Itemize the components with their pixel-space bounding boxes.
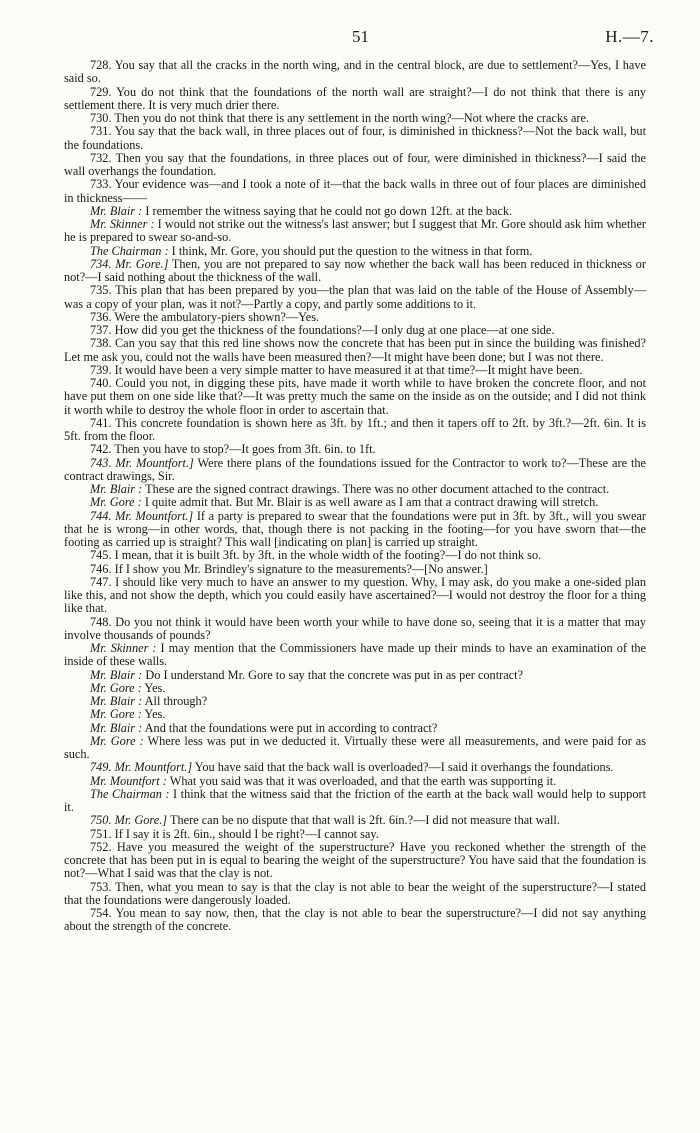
speaker-label: Mr. Blair : — [90, 203, 143, 218]
paragraph-text: Yes. — [141, 680, 166, 695]
paragraph-text: I quite admit that. But Mr. Blair is as well aware as I am that a contract drawing will stretch. — [141, 495, 599, 510]
paragraph-text: 736. Were the ambulatory-piers shown?—Yes. — [90, 309, 320, 324]
speaker-label: 750. Mr. Gore.] — [90, 813, 168, 828]
transcript-paragraph — [64, 841, 646, 881]
transcript-paragraph — [64, 112, 646, 125]
transcript-paragraph — [64, 258, 646, 285]
transcript-paragraph — [64, 152, 646, 179]
transcript-paragraph — [64, 722, 646, 735]
paragraph-text: 739. It would have been a very simple matter to have measured it at that time?—It might have been. — [90, 362, 583, 377]
paragraph-text: Were there plans of the foundations issued for the Contractor to work to?—These are the contract drawings, Sir. — [64, 455, 646, 483]
transcript-paragraph — [64, 642, 646, 669]
transcript-paragraph — [64, 311, 646, 324]
transcript-paragraph — [64, 86, 646, 113]
paragraph-text: 738. Can you say that this red line shows now the concrete that has been put in since the building was finished? Let me ask you, could not the walls have been measured then?—It might have been done; but I was not there. — [64, 336, 646, 364]
paragraph-text: 746. If I show you Mr. Brindley's signature to the measurements?—[No answer.] — [90, 561, 488, 576]
speaker-label: 749. Mr. Mountfort.] — [90, 760, 193, 775]
speaker-label: Mr. Gore : — [90, 707, 142, 722]
transcript-paragraph — [64, 417, 646, 444]
paragraph-text: Then, you are not prepared to say now whether the back wall has been reduced in thickness or not?—I said nothing about the thickness of the wall. — [64, 256, 646, 284]
transcript-paragraph — [64, 178, 646, 205]
paragraph-text: I think that the witness said that the friction of the earth at the back wall would help to support it. — [64, 786, 646, 814]
transcript-paragraph — [64, 881, 646, 908]
speaker-label: 744. Mr. Mountfort.] — [90, 508, 194, 523]
transcript-paragraph — [64, 682, 646, 695]
transcript-paragraph — [64, 669, 646, 682]
paragraph-text: All through? — [142, 694, 208, 708]
transcript-paragraph — [64, 708, 646, 721]
speaker-label: 743. Mr. Mountfort.] — [90, 455, 194, 470]
transcript-paragraph — [64, 443, 646, 456]
paragraph-text: I may mention that the Commissioners have made up their minds to have an examination of the inside of these walls. — [64, 641, 647, 669]
transcript-paragraph — [64, 695, 646, 708]
transcript-paragraph — [64, 814, 646, 827]
transcript-paragraph — [64, 907, 646, 934]
paragraph-text: You have said that the back wall is overloaded?—I said it overhangs the foundations. — [192, 760, 614, 775]
transcript-paragraph — [64, 761, 646, 774]
paragraph-text: 745. I mean, that it is built 3ft. by 3ft. in the whole width of the footing?—I do not think so. — [90, 548, 542, 563]
transcript-paragraph — [64, 324, 646, 337]
paragraph-text: If a party is prepared to swear that the foundations were put in 3ft. by 3ft., will you swear that he is wrong—in other words, that, though there is not packing in the footing—for you have sworn that—the footing as carried up is straight? This wall [indicating on plan] is carried up straight. — [64, 508, 647, 549]
speaker-label: Mr. Blair : — [90, 694, 143, 708]
paragraph-text: Yes. — [141, 707, 166, 722]
transcript-paragraph — [64, 218, 646, 245]
transcript-paragraph — [64, 616, 646, 643]
transcript-paragraph — [64, 483, 646, 496]
paragraph-text: Where less was put in we deducted it. Virtually these were all measurements, and were paid for as such. — [64, 733, 646, 761]
transcript-paragraph — [64, 735, 646, 762]
transcript-paragraph — [64, 457, 646, 484]
page-header — [0, 27, 700, 49]
speaker-label: Mr. Skinner : — [90, 217, 155, 231]
paragraph-text: What you said was that it was overloaded, and that the earth was supporting it. — [166, 773, 557, 788]
speaker-label: Mr. Gore : — [90, 680, 142, 695]
evidence-transcript — [64, 59, 646, 934]
paragraph-text: 752. Have you measured the weight of the superstructure? Have you reckoned whether the strength of the concrete that has been put in is equal to bearing the weight of the superstructure? You have said that the foundation is not?—What I said was that the clay is not. — [64, 839, 646, 881]
speaker-label: Mr. Blair : — [90, 667, 143, 682]
transcript-paragraph — [64, 245, 646, 258]
speaker-label: The Chairman : — [90, 786, 170, 801]
transcript-paragraph — [64, 377, 646, 417]
paragraph-text: 729. You do not think that the foundations of the north wall are straight?—I do not think that there is any settlement there. It is very much drier there. — [64, 84, 646, 112]
transcript-paragraph — [64, 59, 646, 86]
speaker-label: Mr. Gore : — [90, 733, 144, 748]
transcript-paragraph — [64, 125, 646, 152]
speaker-label: Mr. Blair : — [90, 482, 143, 496]
speaker-label: Mr. Blair : — [90, 720, 143, 735]
paragraph-text: 737. How did you get the thickness of the foundations?—I only dug at one place—at one side. — [90, 323, 555, 337]
document-reference: H.—7. — [605, 27, 654, 46]
paragraph-text: There can be no dispute that that wall is 2ft. 6in.?—I did not measure that wall. — [167, 813, 560, 828]
paragraph-text: 731. You say that the back wall, in three places out of four, is diminished in thickness?—Not the back wall, but the foundations. — [64, 124, 646, 152]
speaker-label: 734. Mr. Gore.] — [90, 256, 169, 271]
page-number: 51 — [352, 27, 369, 46]
speaker-label: The Chairman : — [90, 243, 169, 258]
paragraph-text: 740. Could you not, in digging these pits, have made it worth while to have broken the concrete floor, and not have put them on one side like that?—It was pretty much the same on the inside as on the outside; and I did not think it worth while to destroy the whole floor in order to ascertain that. — [64, 376, 646, 417]
transcript-paragraph — [64, 775, 646, 788]
paragraph-text: I remember the witness saying that he could not go down 12ft. at the back. — [142, 203, 513, 218]
speaker-label: Mr. Skinner : — [90, 641, 157, 655]
paragraph-text: Do I understand Mr. Gore to say that the concrete was put in as per contract? — [142, 667, 524, 682]
paragraph-text: 730. Then you do not think that there is any settlement in the north wing?—Not where the cracks are. — [90, 111, 590, 125]
transcript-paragraph — [64, 788, 646, 815]
paragraph-text: I would not strike out the witness's last answer; but I suggest that Mr. Gore should ask him whether he is prepared to swear so-and-so. — [64, 217, 646, 245]
paragraph-text: 735. This plan that has been prepared by you—the plan that was laid on the table of the House of Assembly—was a copy of your plan, was it not?—Partly a copy, and partly some additions to it. — [64, 283, 646, 311]
paragraph-text: 751. If I say it is 2ft. 6in., should I be right?—I cannot say. — [90, 826, 379, 841]
speaker-label: Mr. Mountfort : — [90, 773, 167, 788]
transcript-paragraph — [64, 496, 646, 509]
paragraph-text: These are the signed contract drawings. There was no other document attached to the contract. — [142, 482, 610, 496]
transcript-paragraph — [64, 828, 646, 841]
transcript-paragraph — [64, 576, 646, 616]
transcript-paragraph — [64, 563, 646, 576]
paragraph-text: And that the foundations were put in according to contract? — [142, 720, 438, 735]
transcript-paragraph — [64, 337, 646, 364]
paragraph-text: 733. Your evidence was—and I took a note of it—that the back walls in three out of four places are diminished in thickness—— — [64, 177, 646, 205]
transcript-paragraph — [64, 205, 646, 218]
speaker-label: Mr. Gore : — [90, 495, 142, 510]
transcript-paragraph — [64, 364, 646, 377]
paragraph-text: 728. You say that all the cracks in the north wing, and in the central block, are due to settlement?—Yes, I have said so. — [64, 58, 646, 86]
paragraph-text: 732. Then you say that the foundations, in three places out of four, were diminished in thickness?—I said the wall overhangs the foundation. — [64, 150, 646, 178]
transcript-paragraph — [64, 284, 646, 311]
paragraph-text: 747. I should like very much to have an answer to my question. Why, I may ask, do you make a one-sided plan like this, and not show the depth, which you could easily have ascertained?—I would not destroy the floor for a thing like that. — [64, 574, 646, 616]
paragraph-text: 741. This concrete foundation is shown here as 3ft. by 1ft.; and then it tapers off to 2ft. by 3ft.?—2ft. 6in. It is 5ft. from the floor. — [64, 415, 646, 443]
paragraph-text: 748. Do you not think it would have been worth your while to have done so, seeing that it is a matter that may involve thousands of pounds? — [64, 614, 646, 642]
transcript-paragraph — [64, 510, 646, 550]
paragraph-text: I think, Mr. Gore, you should put the question to the witness in that form. — [168, 243, 533, 258]
transcript-paragraph — [64, 549, 646, 562]
paragraph-text: 742. Then you have to stop?—It goes from 3ft. 6in. to 1ft. — [90, 442, 376, 457]
paragraph-text: 754. You mean to say now, then, that the clay is not able to bear the superstructure?—I did not say anything about the strength of the concrete. — [64, 906, 646, 934]
paragraph-text: 753. Then, what you mean to say is that the clay is not able to bear the weight of the superstructure?—I stated that the foundations were dangerously loaded. — [64, 879, 646, 907]
